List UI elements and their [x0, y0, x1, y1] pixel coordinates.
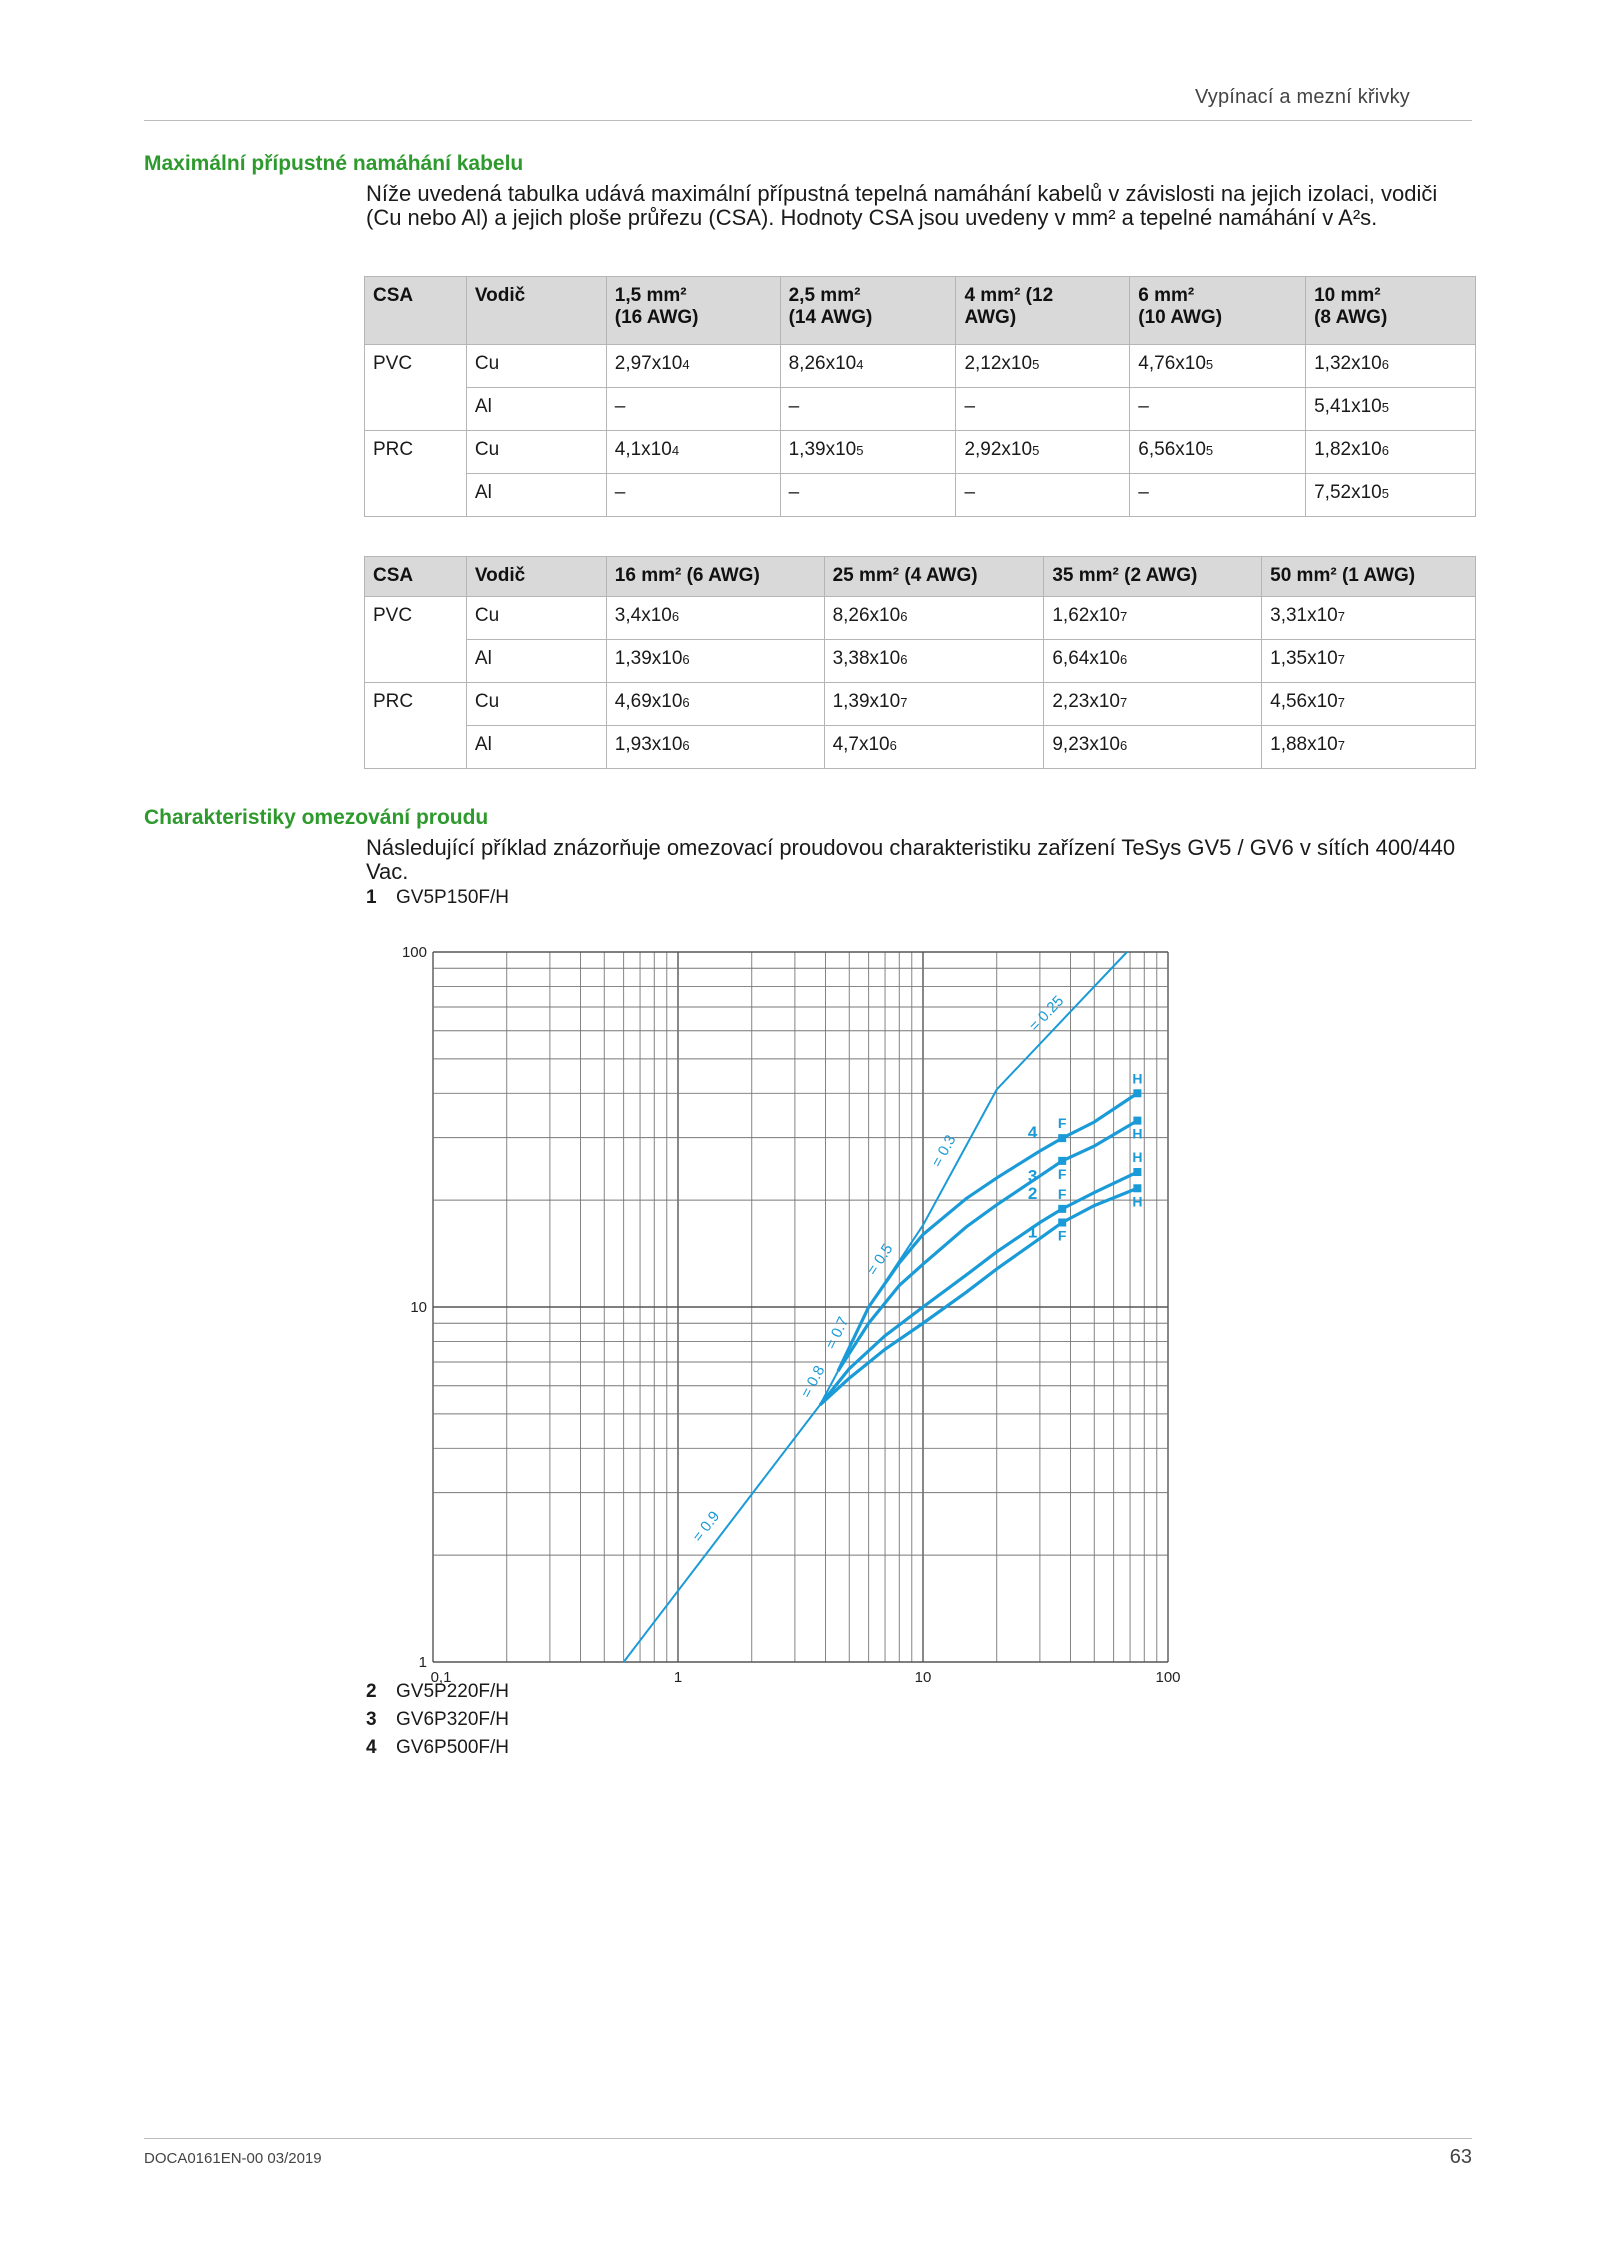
- power-factor-label: = 0.5: [863, 1240, 897, 1279]
- stress-value-cell: –: [956, 388, 1130, 431]
- table-row: [365, 640, 1476, 683]
- stress-value-cell: 1,39x105: [780, 431, 956, 474]
- stress-value-cell: 3,4x106: [606, 597, 824, 640]
- section-title-cable-stress: Maximální přípustné namáhání kabelu: [144, 152, 524, 175]
- legend-item: 2 GV5P220F/H: [366, 1681, 509, 1702]
- legend-top: [366, 884, 509, 912]
- conductor-cell: Cu: [466, 597, 606, 640]
- stress-value-cell: 1,88x107: [1262, 726, 1476, 769]
- curve-number-label: 1: [1027, 1222, 1038, 1242]
- table-header-cell: 10 mm² (8 AWG): [1306, 277, 1476, 345]
- curve-end-label: H: [1132, 1125, 1143, 1142]
- power-factor-label: = 0.9: [689, 1508, 724, 1546]
- power-factor-label: = 0.7: [822, 1314, 853, 1352]
- curve-marker: [1058, 1218, 1066, 1226]
- curve-number-label: 4: [1027, 1122, 1038, 1142]
- curve-end-label: F: [1057, 1185, 1067, 1202]
- power-factor-label: = 0.8: [797, 1362, 829, 1401]
- section-intro-cable-stress: Níže uvedená tabulka udává maximální přípustná tepelná namáhání kabelů v závislosti na jejich izolaci, vodiči (Cu nebo Al) a jejich ploše průřezu (CSA). Hodnoty CSA jsou uvedeny v mm² a tepelné namáhání v A²s.: [366, 181, 1438, 230]
- table-header-cell: CSA: [365, 277, 467, 345]
- table-header-cell: CSA: [365, 557, 467, 597]
- curve-end-label: F: [1057, 1227, 1067, 1244]
- table-header-cell: 2,5 mm² (14 AWG): [780, 277, 956, 345]
- legend-bottom: [366, 1678, 509, 1762]
- stress-value-cell: 1,39x107: [824, 683, 1044, 726]
- legend-item: 4 GV6P500F/H: [366, 1737, 509, 1758]
- table-header-cell: 25 mm² (4 AWG): [824, 557, 1044, 597]
- curve-marker: [1133, 1117, 1141, 1125]
- stress-value-cell: 4,1x104: [606, 431, 780, 474]
- stress-value-cell: –: [606, 474, 780, 517]
- y-tick-label: 100: [401, 944, 427, 961]
- stress-value-cell: –: [1130, 388, 1306, 431]
- stress-value-cell: 8,26x104: [780, 345, 956, 388]
- conductor-cell: Cu: [466, 431, 606, 474]
- table-header-cell: Vodič: [466, 277, 606, 345]
- stress-value-cell: 3,31x107: [1262, 597, 1476, 640]
- current-limiting-chart: [380, 930, 1200, 1686]
- stress-value-cell: 4,69x106: [606, 683, 824, 726]
- table-header-cell: Vodič: [466, 557, 606, 597]
- cable-stress-table-2: [364, 556, 1476, 769]
- stress-value-cell: 4,7x106: [824, 726, 1044, 769]
- conductor-cell: Cu: [466, 683, 606, 726]
- stress-value-cell: 4,56x107: [1262, 683, 1476, 726]
- stress-value-cell: 7,52x105: [1306, 474, 1476, 517]
- stress-value-cell: 2,12x105: [956, 345, 1130, 388]
- conductor-cell: Cu: [466, 345, 606, 388]
- stress-value-cell: 8,26x106: [824, 597, 1044, 640]
- curve-end-label: H: [1132, 1149, 1143, 1166]
- table-row: [365, 345, 1476, 388]
- table-row: [365, 597, 1476, 640]
- power-factor-line: [997, 952, 1127, 1089]
- x-tick-label: 1: [673, 1669, 683, 1686]
- stress-value-cell: 6,56x105: [1130, 431, 1306, 474]
- conductor-cell: Al: [466, 726, 606, 769]
- stress-value-cell: 5,41x105: [1306, 388, 1476, 431]
- stress-value-cell: 2,92x105: [956, 431, 1130, 474]
- curve-end-label: F: [1057, 1115, 1067, 1132]
- conductor-cell: Al: [466, 640, 606, 683]
- table-header-cell: 35 mm² (2 AWG): [1044, 557, 1262, 597]
- curve-end-label: F: [1057, 1165, 1067, 1182]
- table-header-cell: 6 mm² (10 AWG): [1130, 277, 1306, 345]
- power-factor-line: [624, 1405, 820, 1662]
- stress-value-cell: 9,23x106: [1044, 726, 1262, 769]
- insulation-cell: PVC: [365, 345, 467, 431]
- stress-value-cell: 2,97x104: [606, 345, 780, 388]
- y-tick-label: 10: [410, 1299, 427, 1316]
- table-row: [365, 683, 1476, 726]
- curve-marker: [1133, 1089, 1141, 1097]
- table-row: [365, 388, 1476, 431]
- curve-marker: [1133, 1184, 1141, 1192]
- insulation-cell: PRC: [365, 683, 467, 769]
- stress-value-cell: –: [956, 474, 1130, 517]
- stress-value-cell: –: [1130, 474, 1306, 517]
- insulation-cell: PVC: [365, 597, 467, 683]
- curve-marker: [1133, 1168, 1141, 1176]
- cable-stress-table-1: [364, 276, 1476, 517]
- legend-item: 1 GV5P150F/H: [366, 887, 509, 908]
- curve-number-label: 2: [1027, 1183, 1038, 1203]
- stress-value-cell: 1,32x106: [1306, 345, 1476, 388]
- table-row: [365, 474, 1476, 517]
- curve-end-label: H: [1132, 1193, 1143, 1210]
- page-number: 63: [1449, 2146, 1472, 2168]
- x-tick-label: 10: [914, 1669, 932, 1686]
- stress-value-cell: 1,93x106: [606, 726, 824, 769]
- table-header-cell: 16 mm² (6 AWG): [606, 557, 824, 597]
- stress-value-cell: 1,39x106: [606, 640, 824, 683]
- curve-end-label: H: [1132, 1070, 1143, 1087]
- curve-marker: [1058, 1205, 1066, 1213]
- table-header-cell: 1,5 mm² (16 AWG): [606, 277, 780, 345]
- stress-value-cell: –: [606, 388, 780, 431]
- curve-line-1: [820, 1185, 1137, 1405]
- legend-item: 3 GV6P320F/H: [366, 1709, 509, 1730]
- x-tick-label: 100: [1155, 1669, 1181, 1686]
- table-row: [365, 726, 1476, 769]
- stress-value-cell: 1,62x107: [1044, 597, 1262, 640]
- stress-value-cell: 4,76x105: [1130, 345, 1306, 388]
- power-factor-label: = 0.3: [928, 1132, 960, 1171]
- stress-value-cell: 3,38x106: [824, 640, 1044, 683]
- table-header-cell: 4 mm² (12 AWG): [956, 277, 1130, 345]
- power-factor-label: = 0.25: [1025, 992, 1068, 1035]
- curve-number-label: 3: [1027, 1166, 1038, 1186]
- footer-divider: [144, 2138, 1472, 2139]
- curve-line-4: [838, 1093, 1137, 1371]
- chart-svg: [380, 930, 1200, 1686]
- x-tick-label: 0,1: [430, 1669, 452, 1686]
- running-header: Vypínací a mezní křivky: [1194, 86, 1410, 108]
- stress-value-cell: 1,82x106: [1306, 431, 1476, 474]
- header-divider: [144, 120, 1472, 121]
- stress-value-cell: 2,23x107: [1044, 683, 1262, 726]
- doc-id: DOCA0161EN-00 03/2019: [144, 2150, 322, 2167]
- stress-value-cell: 1,35x107: [1262, 640, 1476, 683]
- table-header-cell: 50 mm² (1 AWG): [1262, 557, 1476, 597]
- y-tick-label: 1: [418, 1654, 427, 1671]
- conductor-cell: Al: [466, 474, 606, 517]
- stress-value-cell: –: [780, 388, 956, 431]
- insulation-cell: PRC: [365, 431, 467, 517]
- section-intro-current-limiting: Následující příklad znázorňuje omezovací proudovou charakteristiku zařízení TeSys GV5 / GV6 v sítích 400/440 Vac.: [366, 835, 1456, 884]
- curve-marker: [1058, 1157, 1066, 1165]
- curve-marker: [1058, 1134, 1066, 1142]
- conductor-cell: Al: [466, 388, 606, 431]
- stress-value-cell: 6,64x106: [1044, 640, 1262, 683]
- section-title-current-limiting: Charakteristiky omezování proudu: [144, 806, 489, 829]
- stress-value-cell: –: [780, 474, 956, 517]
- table-row: [365, 431, 1476, 474]
